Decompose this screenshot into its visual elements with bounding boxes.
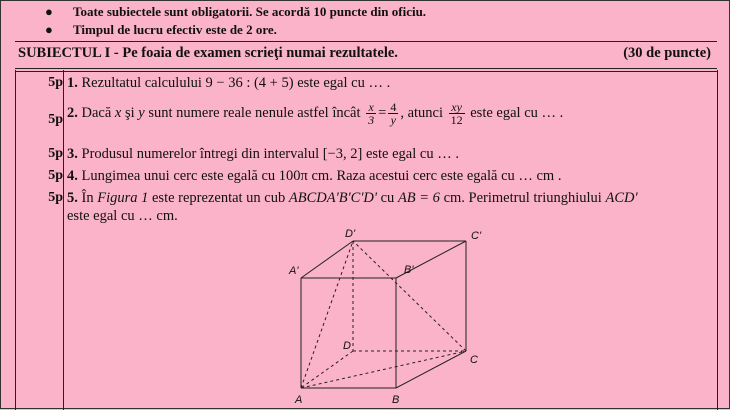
section-points: (30 de puncte) [623, 45, 711, 61]
math-expression: 9 − 36 : (4 + 5) [205, 75, 294, 91]
diagonal-ac [301, 351, 466, 388]
item-number: 4. [67, 168, 78, 184]
item-number: 1. [67, 75, 78, 91]
item-text: şi [124, 104, 135, 121]
cube-edge [396, 351, 466, 388]
fraction: $\frac{4}{y}$ [390, 100, 397, 127]
vertex-label: C [470, 354, 478, 366]
table-column-divider [63, 70, 64, 410]
table-border-right [717, 70, 718, 410]
math-expression: ACD' [605, 190, 638, 206]
exercise-5 [67, 190, 638, 207]
item-text-continued: este egal cu … cm. [67, 208, 178, 224]
fraction: $\frac{x}{3}$ [368, 100, 375, 127]
section-title: SUBIECTUL I - Pe foaia de examen scrieţi numai rezultatele. [18, 45, 398, 61]
item-text: Rezultatul calculului [81, 75, 202, 91]
item-text: sunt numere reale nenule astfel încât [148, 104, 361, 121]
item-text: cu [380, 190, 395, 206]
item-text: Dacă [81, 104, 112, 121]
item-text: este egal cu … . [365, 146, 459, 162]
item-text: este egal cu … . [470, 104, 564, 121]
item-number: 5. [67, 190, 78, 206]
math-expression: AB = 6 [397, 190, 440, 206]
item-points: 5p [48, 112, 63, 127]
item-text: cm. Perimetrul triunghiului [443, 190, 602, 206]
divider [15, 68, 717, 69]
item-text: , atunci [400, 104, 443, 121]
instruction-text: Timpul de lucru efectiv este de 2 ore. [73, 22, 277, 37]
exercise-3 [67, 146, 459, 163]
item-points: 5p [48, 190, 63, 205]
math-variable: x [114, 104, 122, 121]
instruction-text: Toate subiectele sunt obligatorii. Se acordă 10 puncte din oficiu. [73, 4, 427, 19]
table-border-left [15, 70, 16, 410]
figure-reference: Figura 1 [97, 190, 149, 206]
item-number: 2. [67, 104, 78, 121]
math-variable: y [138, 104, 145, 121]
vertex-label: B' [404, 264, 414, 276]
exercise-4 [67, 168, 561, 185]
math-expression: ABCDA'B'C'D' [288, 190, 377, 206]
divider [15, 41, 717, 42]
item-number: 3. [67, 146, 78, 162]
exercise-2: 2. Dacă x şi y sunt numere reale nenule astfel încât $\frac{x}{3}$ = $\frac{4}{y}$ , atunci $\frac{xy}{12}$ este egal cu … . [67, 100, 564, 127]
vertex-label: A [295, 394, 303, 406]
item-text: este egal cu … . [297, 75, 391, 91]
cube-figure [281, 223, 511, 410]
item-points: 5p [48, 146, 63, 161]
item-text: Lungimea unui cerc este egală cu [81, 168, 276, 184]
fraction: $\frac{xy}{12}$ [450, 100, 463, 127]
vertex-label: A' [289, 265, 299, 277]
item-points: 5p [48, 168, 63, 183]
vertex-label: C' [471, 230, 482, 242]
item-points: 5p [48, 75, 63, 90]
bullet-icon: ● [45, 4, 53, 19]
item-text: . Raza acestui cerc este egală cu … cm . [329, 168, 562, 184]
cube-edge [301, 241, 353, 278]
item-text: În [81, 190, 94, 206]
divider [15, 71, 717, 72]
vertex-label: D [343, 340, 351, 352]
math-expression: 100π cm [278, 168, 330, 184]
vertex-label: D' [345, 228, 356, 240]
exercise-1 [67, 75, 390, 92]
diagonal-ad1 [301, 241, 353, 388]
vertex-label: B [392, 394, 400, 406]
diagonal-cd1 [353, 241, 466, 351]
item-text: Produsul numerelor întregi din intervalul [81, 146, 320, 162]
item-text: este reprezentat un cub [152, 190, 286, 206]
math-expression: [−3, 2] [322, 146, 363, 162]
bullet-icon: ● [45, 22, 53, 37]
